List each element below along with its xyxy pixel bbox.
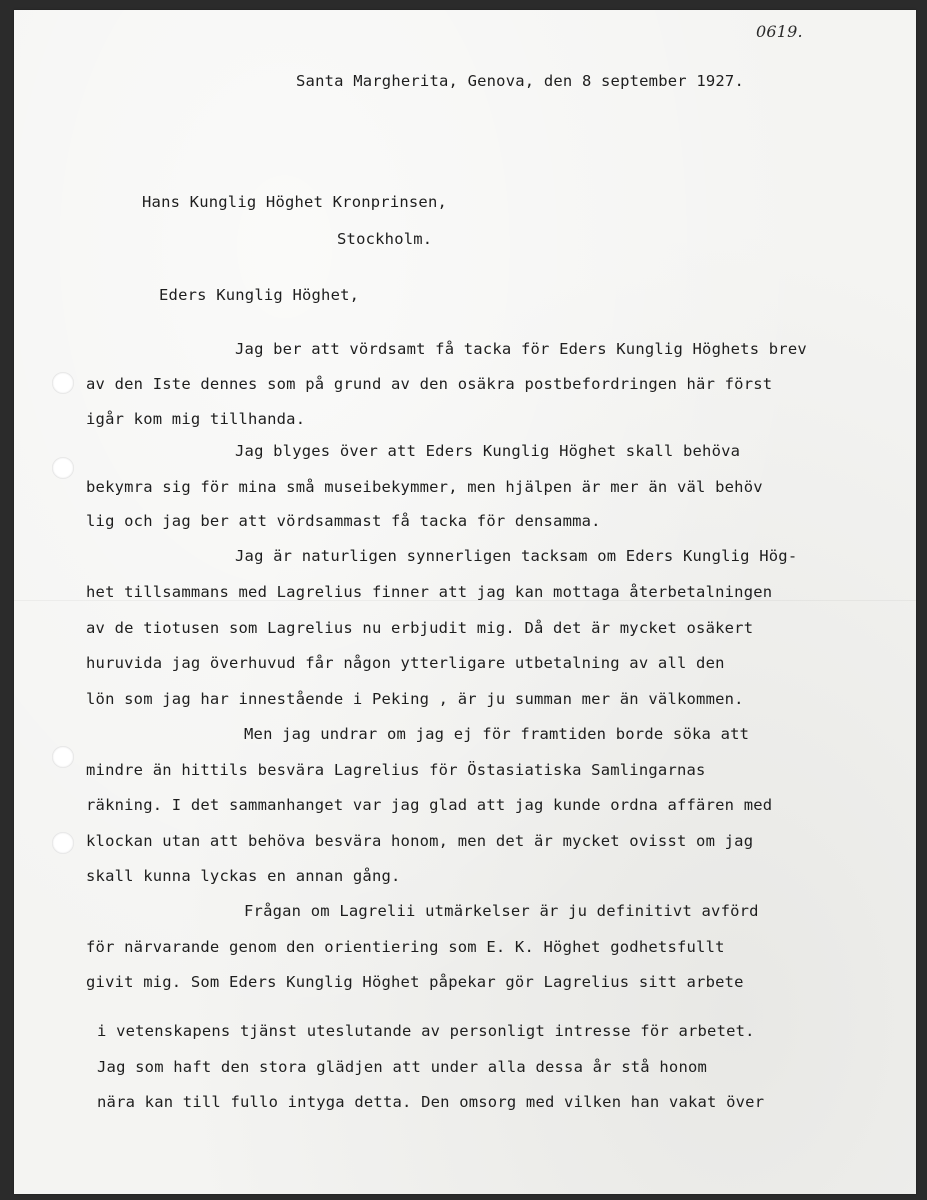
body-line: räkning. I det sammanhanget var jag glad att jag kunde ordna affären med (86, 796, 773, 814)
body-line: mindre än hittils besvära Lagrelius för Östasiatiska Samlingarnas (86, 761, 706, 779)
body-line: Jag blyges över att Eders Kunglig Höghet skall behöva (235, 442, 741, 460)
body-line: klockan utan att behöva besvära honom, men det är mycket ovisst om jag (86, 832, 754, 850)
body-line: i vetenskapens tjänst uteslutande av personligt intresse för arbetet. (97, 1022, 755, 1040)
body-line: Jag ber att vördsamt få tacka för Eders Kunglig Höghets brev (235, 340, 807, 358)
salutation: Eders Kunglig Höghet, (159, 286, 360, 304)
punch-hole (52, 832, 74, 854)
body-line: av de tiotusen som Lagrelius nu erbjudit mig. Då det är mycket osäkert (86, 619, 754, 637)
body-line: Jag är naturligen synnerligen tacksam om Eders Kunglig Hög- (235, 547, 798, 565)
body-line: Jag som haft den stora glädjen att under alla dessa år stå honom (97, 1058, 708, 1076)
recipient-line: Hans Kunglig Höghet Kronprinsen, (142, 193, 448, 211)
body-line: bekymra sig för mina små museibekymmer, men hjälpen är mer än väl behöv (86, 478, 763, 496)
body-line: för närvarande genom den orientiering som E. K. Höghet godhetsfullt (86, 938, 725, 956)
punch-hole (52, 457, 74, 479)
letter-page (14, 10, 916, 1194)
body-line: nära kan till fullo intyga detta. Den omsorg med vilken han vakat över (97, 1093, 765, 1111)
body-line: skall kunna lyckas en annan gång. (86, 867, 401, 885)
body-line: het tillsammans med Lagrelius finner att jag kan mottaga återbetalningen (86, 583, 773, 601)
punch-hole (52, 746, 74, 768)
archive-number: 0619. (756, 22, 803, 41)
dateline: Santa Margherita, Genova, den 8 september 1927. (296, 72, 744, 90)
body-line: lön som jag har innestående i Peking , är ju summan mer än välkommen. (86, 690, 744, 708)
body-line: givit mig. Som Eders Kunglig Höghet påpekar gör Lagrelius sitt arbete (86, 973, 744, 991)
body-line: igår kom mig tillhanda. (86, 410, 306, 428)
body-line: huruvida jag överhuvud får någon ytterligare utbetalning av all den (86, 654, 725, 672)
recipient-city: Stockholm. (337, 230, 433, 248)
body-line: lig och jag ber att vördsammast få tacka för densamma. (86, 512, 601, 530)
body-line: av den Iste dennes som på grund av den osäkra postbefordringen här först (86, 375, 773, 393)
body-line: Men jag undrar om jag ej för framtiden borde söka att (244, 725, 750, 743)
body-line: Frågan om Lagrelii utmärkelser är ju definitivt avförd (244, 902, 759, 920)
punch-hole (52, 372, 74, 394)
